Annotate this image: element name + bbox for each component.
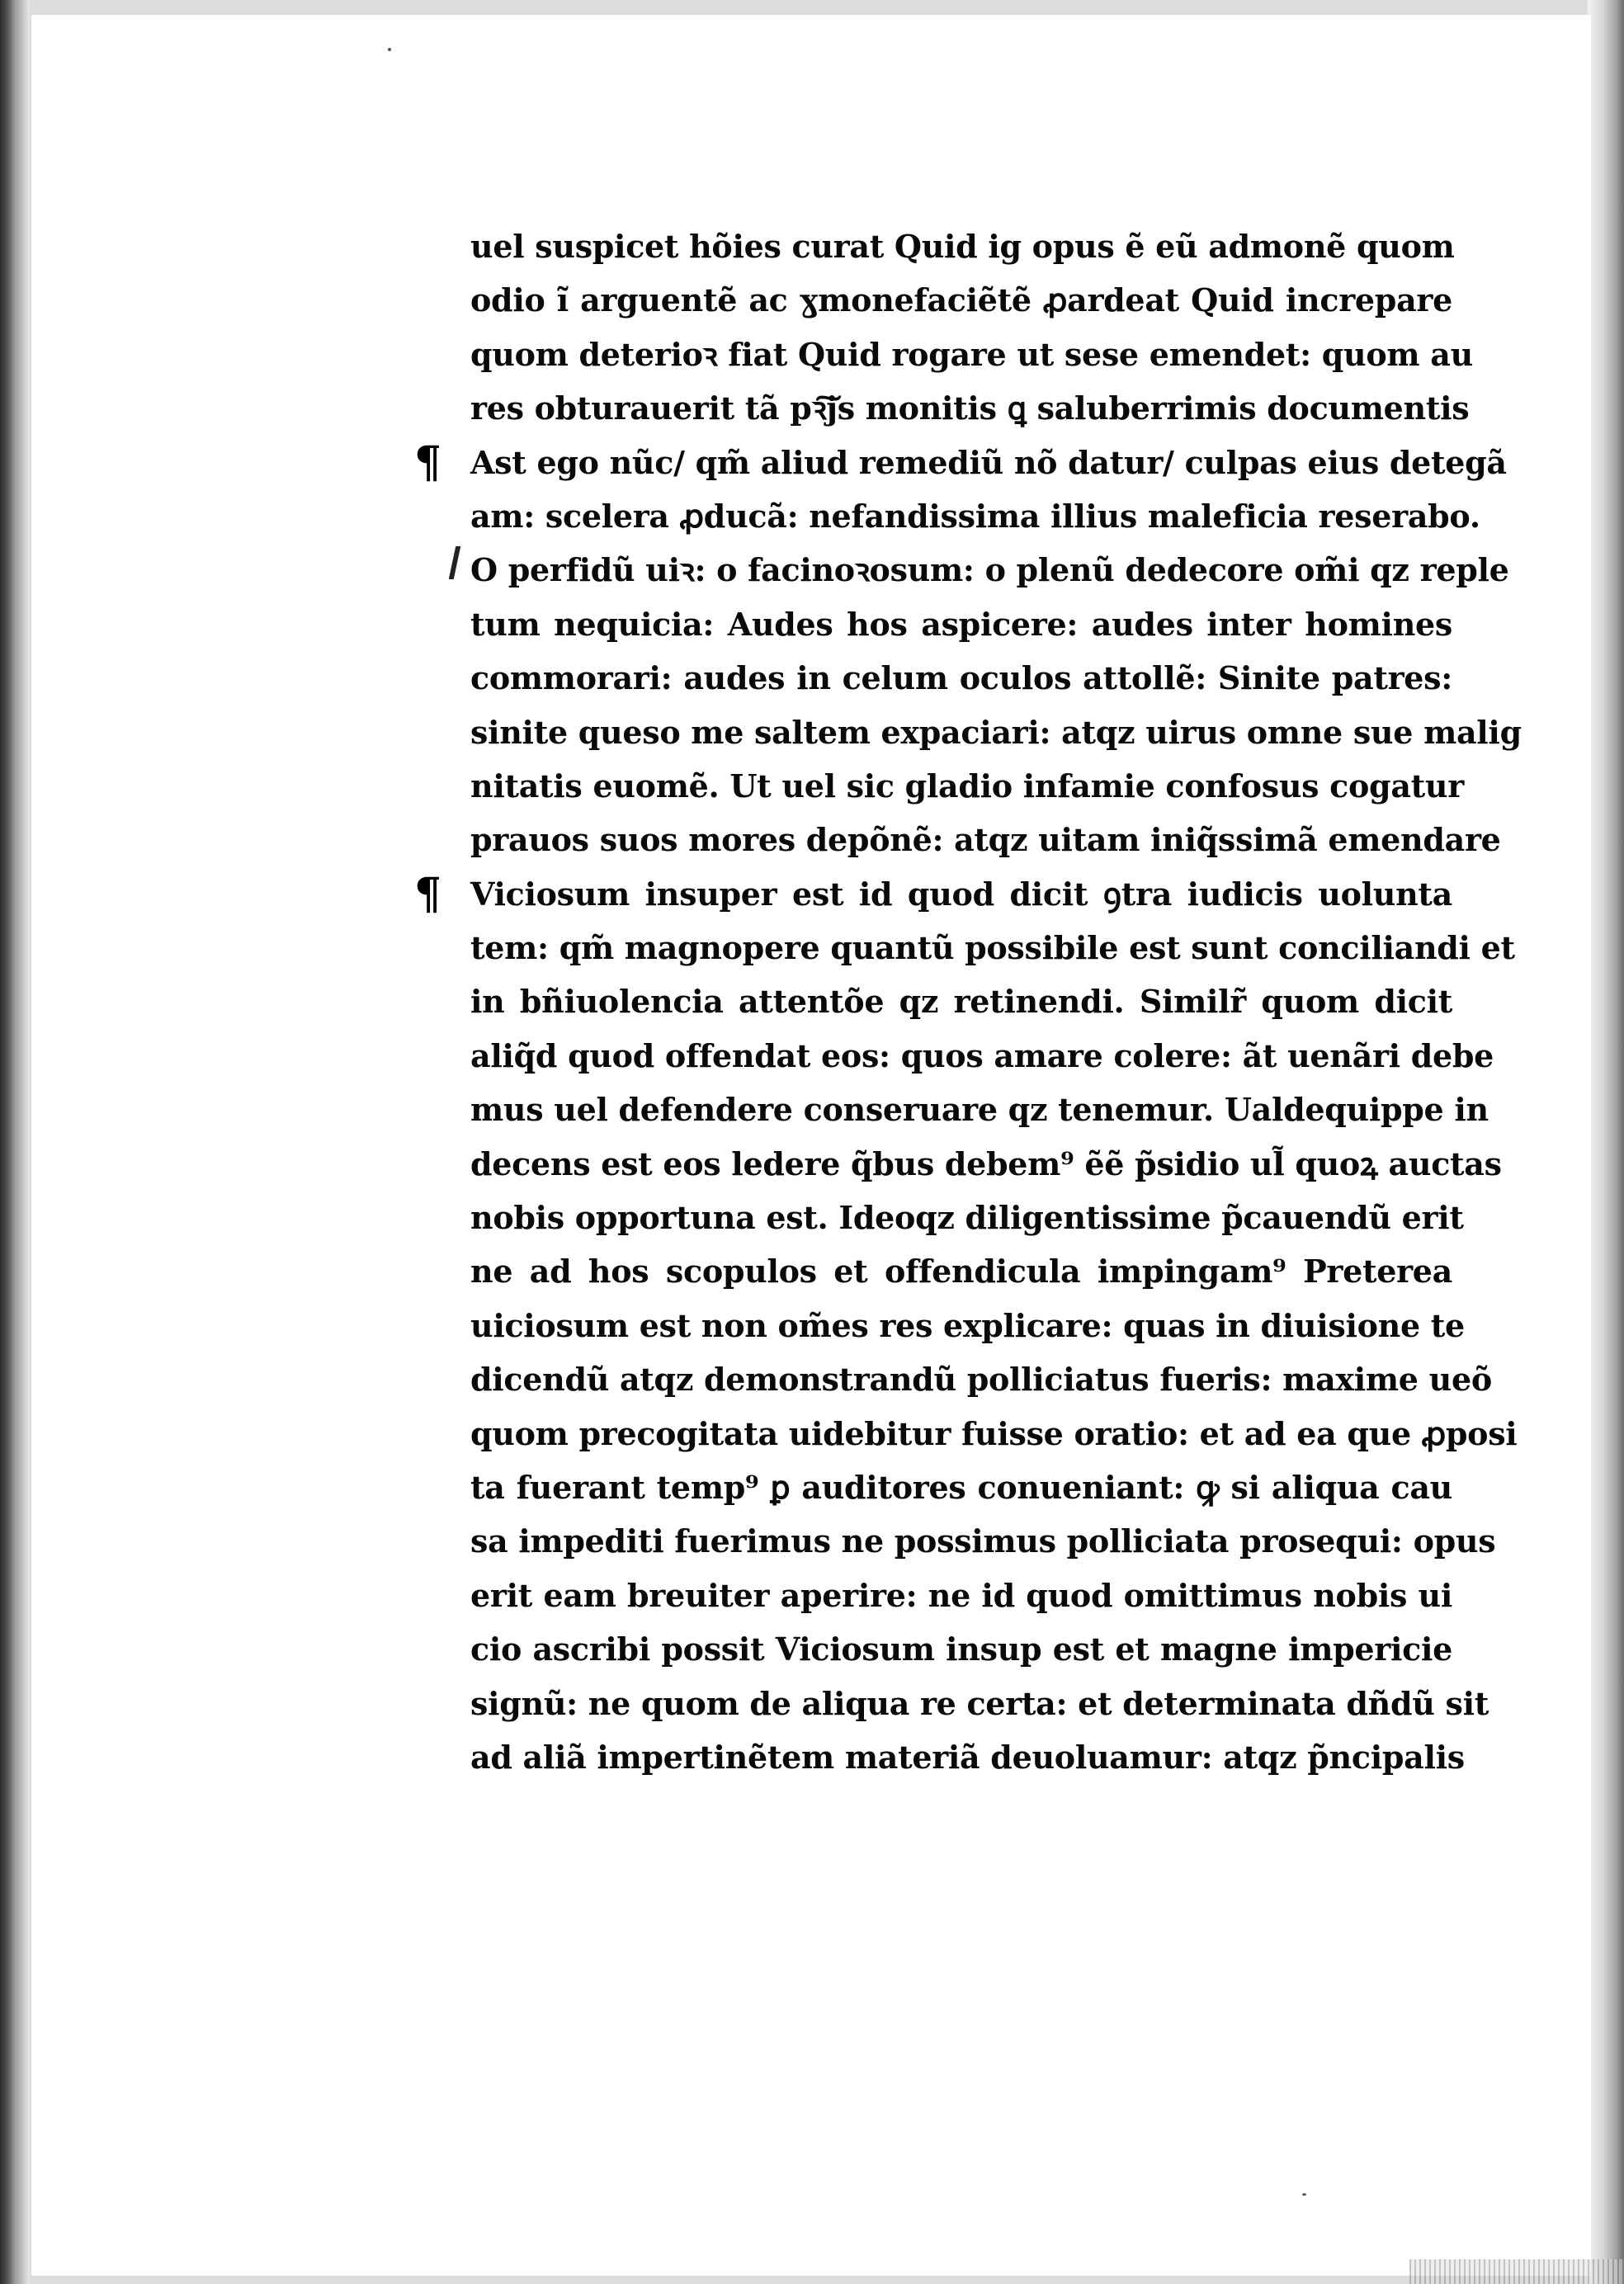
text-line: O perfidũ uiꝛ: o facinoꝛosum: o plenũ dedecore om̃i qz reple — [470, 551, 1509, 589]
scan-edge-noise — [1409, 2259, 1624, 2284]
text-line: ta fuerant temp⁹ ꝑ auditores conueniant: ꝙ si aliqua cau — [470, 1468, 1452, 1506]
text-line: res obturauerit tã pꝛ͠js monitis ꝗ saluberrimis documentis — [470, 389, 1470, 427]
text-line-with-paragraph-mark — [414, 867, 1452, 921]
text-column — [414, 219, 1522, 1784]
text-line: aliq̃d quod offendat eos: quos amare colere: ãt uenãri debe — [470, 1036, 1494, 1074]
text-line: prauos suos mores depõnẽ: atqz uitam iniq̃ssimã emendare — [470, 821, 1501, 859]
paragraph-mark: ¶ — [414, 868, 441, 919]
ink-speck — [388, 48, 391, 51]
text-line: signũ: ne quom de aliqua re certa: et determinata dñdũ sit — [470, 1684, 1489, 1722]
text-line: nobis opportuna est. Ideoqz diligentissime p̃cauendũ erit — [470, 1199, 1464, 1237]
text-line: decens est eos ledere q̃bus debem⁹ ẽẽ p̃sidio ul̃ quoꝝ auctas — [470, 1144, 1502, 1182]
text-line: commorari: audes in celum oculos attollẽ: Sinite patres: — [470, 659, 1452, 697]
page-edge-shadow — [1588, 0, 1624, 2284]
text-line: nitatis euomẽ. Ut uel sic gladio infamie confosus cogatur — [470, 767, 1464, 805]
text-line: in bñiuolencia attentõe qz retinendi. Similr̃ quom dicit — [470, 983, 1452, 1021]
text-line: erit eam breuiter aperire: ne id quod omittimus nobis ui — [470, 1576, 1452, 1614]
text-line-with-paragraph-mark — [414, 436, 1507, 489]
text-line: mus uel defendere conseruare qz tenemur. Ualdequippe in — [470, 1091, 1489, 1129]
text-line: uel suspicet hõies curat Quid ig opus ẽ eũ admonẽ quom — [470, 228, 1455, 265]
text-line: cio ascribi possit Viciosum insup est et magne impericie — [470, 1630, 1452, 1668]
text-line: sa impediti fuerimus ne possimus polliciata prosequi: opus — [470, 1522, 1496, 1560]
text-line: dicendũ atqz demonstrandũ polliciatus fueris: maxime ueõ — [470, 1361, 1492, 1399]
text-line: ne ad hos scopulos et offendicula impingam⁹ Preterea — [470, 1253, 1452, 1291]
ink-speck — [1302, 2193, 1306, 2196]
text-line: odio ĩ arguentẽ ac ɣmonefaciẽtẽ ꝓardeat Quid increpare — [470, 281, 1452, 319]
text-line: quom precogitata uidebitur fuisse oratio: et ad ea que ꝓposi — [470, 1414, 1518, 1452]
binding-shadow — [0, 0, 30, 2284]
text-line: am: scelera ꝓducã: nefandissima illius maleficia reserabo. — [470, 497, 1480, 535]
paragraph-mark: ¶ — [414, 437, 441, 488]
text-line: sinite queso me saltem expaciari: atqz uirus omne sue malig — [470, 713, 1522, 751]
text-line: quom deterioꝛ fiat Quid rogare ut sese emendet: quom au — [470, 335, 1473, 373]
text-line: ad aliã impertinẽtem materiã deuoluamur: atqz p̃ncipalis — [470, 1738, 1465, 1776]
line-text: Viciosum insuper est id quod dicit ꝯtra iudicis uolunta — [470, 875, 1452, 913]
line-text: Ast ego nũc/ qm̃ aliud remediũ nõ datur/ culpas eius detegã — [470, 443, 1507, 481]
text-line: uiciosum est non om̃es res explicare: quas in diuisione te — [470, 1306, 1465, 1344]
text-line: tem: qm̃ magnopere quantũ possibile est sunt conciliandi et — [470, 929, 1515, 967]
text-line: tum nequicia: Audes hos aspicere: audes inter homines — [470, 605, 1452, 643]
